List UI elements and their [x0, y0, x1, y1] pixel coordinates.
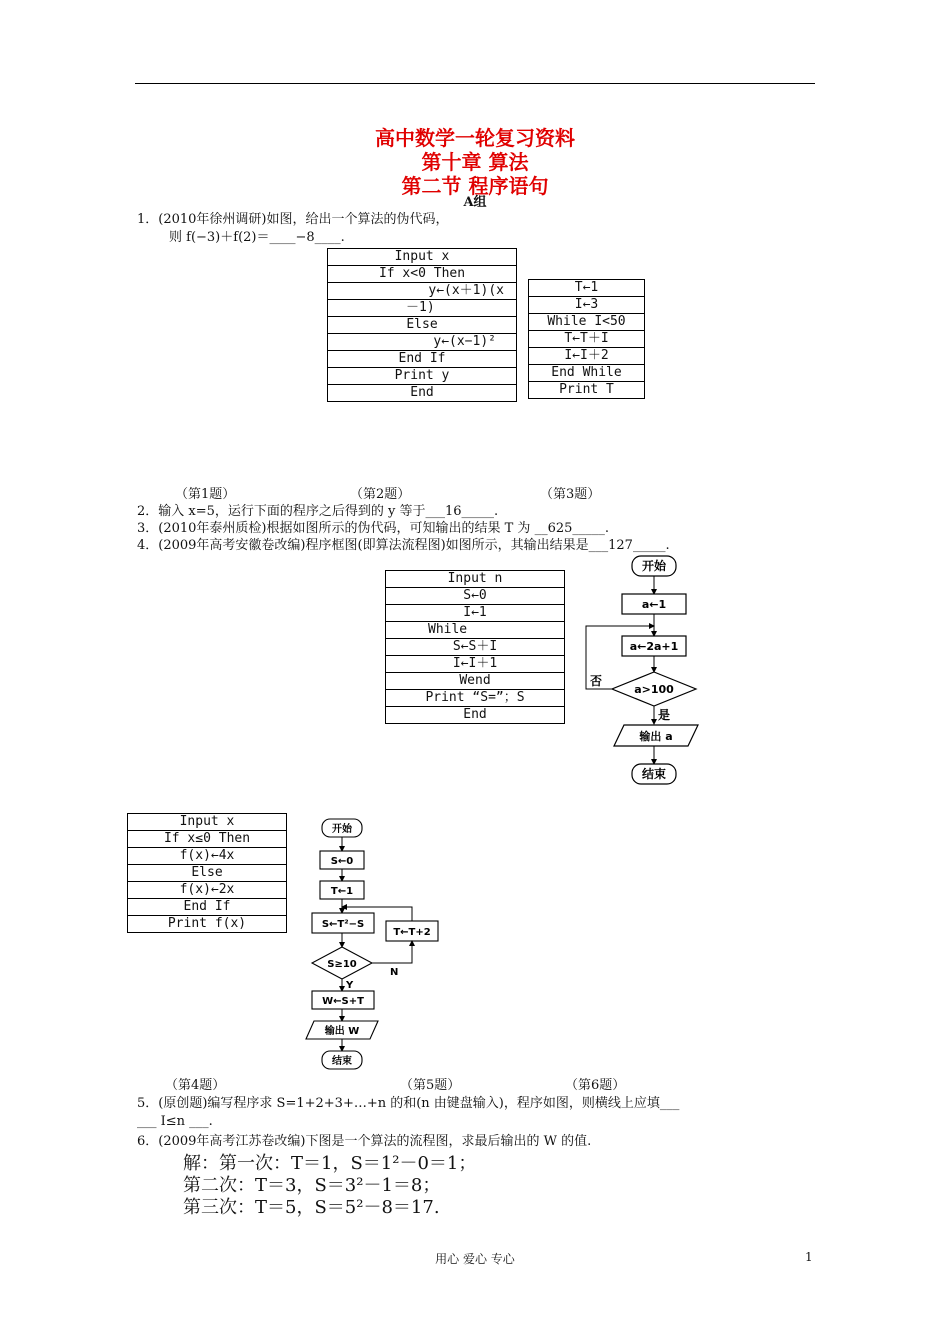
question-5-text: 5．(原创题)编写程序求 S=1+2+3+…+n 的和(n 由键盘输入)，程序如图，则横线上应填___ — [137, 1096, 680, 1111]
flow-t-init-label: T←1 — [330, 886, 354, 897]
code-line: I←3 — [529, 297, 645, 314]
question-4-text: 4．(2009年高考安徽卷改编)程序框图(即算法流程图)如图所示，其输出结果是___127_____. — [137, 538, 670, 553]
code-line: Else — [128, 865, 287, 882]
page-number: 1 — [805, 1250, 813, 1264]
code-table-2 — [528, 279, 645, 399]
flow-start-label: 开始 — [332, 824, 352, 835]
code-line: Wend — [386, 673, 565, 690]
flow-end-label: 结束 — [641, 767, 667, 781]
code-line: T←T＋I — [529, 331, 645, 348]
code-line: Print f(x) — [128, 916, 287, 933]
code-line: Input x — [328, 249, 517, 266]
flow-decision-label: a>100 — [634, 683, 674, 696]
caption-q6: （第6题） — [565, 1078, 626, 1093]
flow-start-label: 开始 — [641, 559, 667, 573]
code-line: End — [386, 707, 565, 724]
flow-w-assign-label: W←S+T — [322, 996, 364, 1007]
code-line: Else — [328, 317, 517, 334]
flow-t-update-label: T←T+2 — [393, 927, 431, 938]
question-5-answer: ___ I≤n ___. — [137, 1114, 213, 1129]
code-line: Print T — [529, 382, 645, 399]
flow-output-label: 输出 W — [324, 1026, 360, 1037]
code-line: If x≤0 Then — [128, 831, 287, 848]
group-label: A组 — [463, 195, 487, 210]
flow-s-update-label: S←T²−S — [321, 919, 365, 930]
caption-q5: （第5题） — [400, 1078, 461, 1093]
code-line: S←S＋I — [386, 639, 565, 656]
code-line: Print “S=”；S — [386, 690, 565, 707]
flow-end-label: 结束 — [332, 1056, 352, 1067]
page-footer: 用心 爱心 专心 — [435, 1252, 515, 1266]
header-rule — [135, 83, 815, 84]
code-table-3 — [385, 570, 565, 724]
code-line: I←I＋2 — [529, 348, 645, 365]
code-line: End While — [529, 365, 645, 382]
code-line: If x<0 Then — [328, 266, 517, 283]
flow-s-init-label: S←0 — [330, 856, 354, 867]
code-line: Input n — [386, 571, 565, 588]
caption-q1: （第1题） — [175, 487, 236, 502]
flow-n-label: N — [390, 967, 399, 978]
solution-line-1: 解：第一次：T＝1，S＝1²－0＝1； — [183, 1153, 477, 1174]
doc-title: 高中数学一轮复习资料 — [375, 126, 575, 150]
code-table-1 — [327, 248, 517, 402]
flow-init-label: a←1 — [641, 598, 667, 611]
flow-y-label: Y — [346, 980, 354, 991]
code-line: While I<50 — [529, 314, 645, 331]
code-line: f(x)←2x — [128, 882, 287, 899]
question-6-text: 6．(2009年高考江苏卷改编)下图是一个算法的流程图，求最后输出的 W 的值. — [137, 1134, 592, 1149]
code-line: End — [328, 385, 517, 402]
flow-update-label: a←2a+1 — [629, 640, 679, 653]
code-line: Input x — [128, 814, 287, 831]
caption-q2: （第2题） — [350, 487, 411, 502]
code-line: While — [386, 622, 565, 639]
code-line: y←(x＋1)(x — [328, 283, 517, 300]
code-line: Print y — [328, 368, 517, 385]
flow-no-label: 否 — [590, 674, 603, 688]
solution-line-3: 第三次：T＝5，S＝5²－8＝17. — [183, 1197, 440, 1218]
question-3-text: 3．(2010年泰州质检)根据如图所示的伪代码，可知输出的结果 T 为 __625_____. — [137, 521, 610, 536]
code-line: S←0 — [386, 588, 565, 605]
code-line: T←1 — [529, 280, 645, 297]
caption-q3: （第3题） — [540, 487, 601, 502]
question-1-answer: 则 f(−3)＋f(2)＝____−8____. — [169, 230, 345, 245]
code-line: I←I＋1 — [386, 656, 565, 673]
chapter-title: 第十章 算法 — [421, 150, 529, 174]
code-line: f(x)←4x — [128, 848, 287, 865]
code-table-4 — [127, 813, 287, 933]
flow-output-label: 输出 a — [639, 730, 673, 743]
flow-yes-label: 是 — [658, 708, 671, 722]
caption-q4: （第4题） — [165, 1078, 226, 1093]
code-line: －1) — [328, 300, 517, 317]
code-line: End If — [128, 899, 287, 916]
section-title: 第二节 程序语句 — [401, 174, 549, 198]
flow-decision-label: S≥10 — [327, 959, 357, 970]
code-line: End If — [328, 351, 517, 368]
code-line: y←(x−1)² — [328, 334, 517, 351]
flowchart-q6 — [300, 815, 450, 1075]
question-1-text: 1．(2010年徐州调研)如图，给出一个算法的伪代码， — [137, 212, 449, 227]
solution-line-2: 第二次：T＝3，S＝3²－1＝8； — [183, 1175, 441, 1196]
flowchart-q4 — [580, 552, 710, 792]
question-2-text: 2．输入 x=5，运行下面的程序之后得到的 y 等于___16_____. — [137, 504, 499, 519]
code-line: I←1 — [386, 605, 565, 622]
